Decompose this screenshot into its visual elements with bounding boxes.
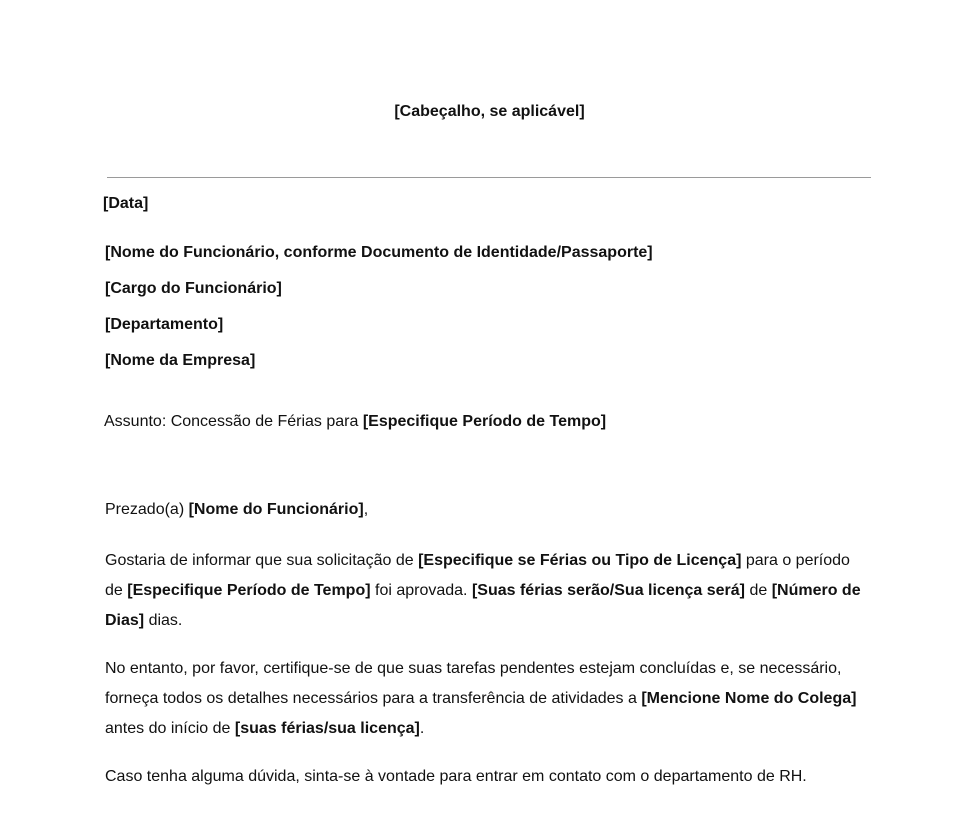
paragraph-text: No entanto, por favor, certifique-se de que suas tarefas pendentes estejam concluídas e, se necessário, forneça todos os detalhes necessários para a transferência de atividades a [105, 660, 842, 707]
paragraph-text: dias. [144, 612, 183, 629]
paragraph-text: foi aprovada. [370, 582, 472, 599]
employee-title: [Cargo do Funcionário] [105, 280, 282, 297]
salutation-name: [Nome do Funcionário] [188, 501, 364, 518]
document-header: [Cabeçalho, se aplicável] [394, 103, 585, 120]
leave-type-placeholder: [Especifique se Férias ou Tipo de Licença] [418, 552, 742, 569]
salutation-prefix: Prezado(a) [105, 501, 189, 518]
paragraph-text: de [745, 582, 772, 599]
subject-period: [Especifique Período de Tempo] [362, 413, 607, 430]
paragraph-approval [105, 546, 865, 636]
paragraph-text: Gostaria de informar que sua solicitação de [105, 552, 419, 569]
days-placeholder: [Número de Dias] [105, 582, 861, 629]
subject-prefix: Assunto: Concessão de Férias para [104, 413, 363, 430]
paragraph-text: para o período de [105, 552, 850, 599]
paragraph-text: . [419, 720, 425, 737]
salutation [105, 495, 865, 525]
colleague-placeholder: [Mencione Nome do Colega] [641, 690, 857, 707]
department: [Departamento] [105, 316, 224, 333]
header-divider [107, 177, 871, 178]
salutation-suffix: , [363, 501, 369, 518]
company-name: [Nome da Empresa] [105, 352, 256, 369]
leave-start-placeholder: [suas férias/sua licença] [234, 720, 420, 737]
paragraph-handover [105, 654, 865, 744]
period-placeholder: [Especifique Período de Tempo] [127, 582, 371, 599]
paragraph-text: antes do início de [105, 720, 235, 737]
paragraph-contact: Caso tenha alguma dúvida, sinta-se à vontade para entrar em contato com o departamento de RH. [105, 768, 807, 785]
leave-phrase-placeholder: [Suas férias serão/Sua licença será] [471, 582, 745, 599]
date-field: [Data] [103, 195, 149, 212]
employee-name: [Nome do Funcionário, conforme Documento de Identidade/Passaporte] [105, 244, 653, 261]
subject-line [104, 413, 606, 431]
